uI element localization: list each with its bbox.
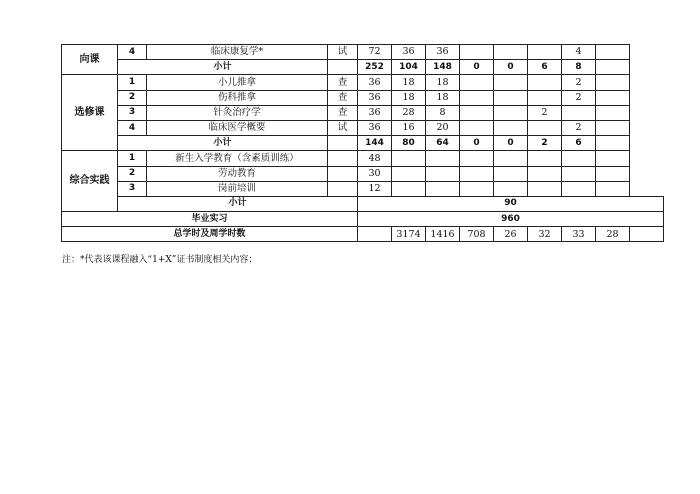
value-cell	[528, 120, 562, 135]
value-cell: 18	[392, 90, 426, 105]
exam-type-cell: 查	[328, 90, 358, 105]
table-row	[62, 105, 664, 120]
value-cell	[494, 105, 528, 120]
course-name-cell: 新生入学教育（含素质训练）	[147, 151, 328, 166]
value-cell: 3174	[392, 227, 426, 242]
value-cell	[528, 75, 562, 90]
value-cell	[528, 181, 562, 196]
value-cell: 252	[358, 60, 392, 75]
exam-type-cell: 查	[328, 75, 358, 90]
value-cell	[596, 75, 630, 90]
value-cell: 4	[562, 45, 596, 60]
value-cell	[460, 105, 494, 120]
value-cell	[596, 151, 630, 166]
value-cell	[596, 120, 630, 135]
value-cell	[460, 45, 494, 60]
table-row	[62, 90, 664, 105]
subtotal-value-cell: 90	[358, 196, 664, 211]
value-cell: 36	[358, 120, 392, 135]
value-cell: 2	[562, 90, 596, 105]
value-cell: 2	[562, 75, 596, 90]
value-cell	[460, 120, 494, 135]
direction-group-label: 向课	[62, 45, 118, 75]
value-cell	[494, 151, 528, 166]
value-cell	[460, 75, 494, 90]
table-row	[62, 45, 664, 60]
value-cell: 18	[392, 75, 426, 90]
value-cell: 28	[392, 105, 426, 120]
practice-subtotal-row	[62, 196, 664, 211]
value-cell	[426, 181, 460, 196]
exam-type-cell: 试	[328, 120, 358, 135]
value-cell: 0	[460, 60, 494, 75]
value-cell: 33	[562, 227, 596, 242]
value-cell: 36	[426, 45, 460, 60]
value-cell: 36	[358, 90, 392, 105]
hours-cell: 12	[358, 181, 392, 196]
exam-type-cell	[328, 166, 358, 181]
value-cell	[528, 45, 562, 60]
value-cell: 36	[358, 75, 392, 90]
value-cell	[494, 75, 528, 90]
value-cell: 20	[426, 120, 460, 135]
table-row	[62, 181, 664, 196]
course-name-cell: 临床康复学*	[147, 45, 328, 60]
value-cell	[562, 181, 596, 196]
value-cell: 80	[392, 136, 426, 151]
value-cell: 6	[528, 60, 562, 75]
table-row	[62, 166, 664, 181]
table-body	[62, 45, 664, 242]
course-name-cell: 劳动教育	[147, 166, 328, 181]
value-cell	[392, 166, 426, 181]
value-cell: 8	[426, 105, 460, 120]
value-cell	[426, 166, 460, 181]
value-cell: 18	[426, 75, 460, 90]
value-cell: 2	[562, 120, 596, 135]
value-cell	[596, 166, 630, 181]
exam-type-cell: 查	[328, 105, 358, 120]
value-cell: 104	[392, 60, 426, 75]
row-number-cell: 2	[118, 166, 147, 181]
internship-value-cell: 960	[358, 212, 664, 227]
course-name-cell: 临床医学概要	[147, 120, 328, 135]
value-cell	[596, 136, 630, 151]
row-number-cell: 1	[118, 75, 147, 90]
table-row	[62, 120, 664, 135]
value-cell: 32	[528, 227, 562, 242]
value-cell	[528, 166, 562, 181]
value-cell	[562, 151, 596, 166]
subtotal-label-cell: 小计	[118, 60, 328, 75]
value-cell: 1416	[426, 227, 460, 242]
exam-type-cell	[328, 60, 358, 75]
value-cell: 28	[596, 227, 630, 242]
row-number-cell: 4	[118, 45, 147, 60]
value-cell	[596, 90, 630, 105]
value-cell	[596, 45, 630, 60]
value-cell	[494, 120, 528, 135]
value-cell: 72	[358, 45, 392, 60]
value-cell	[596, 60, 630, 75]
course-name-cell: 岗前培训	[147, 181, 328, 196]
value-cell	[392, 151, 426, 166]
value-cell	[494, 90, 528, 105]
value-cell	[562, 105, 596, 120]
subtotal-label-cell: 小计	[118, 136, 328, 151]
value-cell: 6	[562, 136, 596, 151]
value-cell	[562, 166, 596, 181]
value-cell	[460, 181, 494, 196]
value-cell: 148	[426, 60, 460, 75]
totals-row	[62, 227, 664, 242]
internship-label-cell: 毕业实习	[62, 212, 358, 227]
value-cell: 144	[358, 136, 392, 151]
value-cell: 2	[528, 136, 562, 151]
subtotal-label-cell: 小计	[118, 196, 358, 211]
value-cell	[596, 105, 630, 120]
exam-type-cell	[328, 136, 358, 151]
value-cell	[630, 227, 664, 242]
curriculum-table	[61, 44, 664, 242]
totals-label-cell: 总学时及周学时数	[62, 227, 358, 242]
value-cell: 36	[358, 105, 392, 120]
table-row	[62, 75, 664, 90]
value-cell	[460, 151, 494, 166]
value-cell: 36	[392, 45, 426, 60]
row-number-cell: 2	[118, 90, 147, 105]
hours-cell: 30	[358, 166, 392, 181]
value-cell	[494, 45, 528, 60]
value-cell	[528, 151, 562, 166]
row-number-cell: 3	[118, 105, 147, 120]
elective-group-label: 选修课	[62, 75, 118, 151]
value-cell: 18	[426, 90, 460, 105]
value-cell: 0	[494, 136, 528, 151]
exam-type-cell	[328, 151, 358, 166]
row-number-cell: 3	[118, 181, 147, 196]
empty-cell	[358, 227, 392, 242]
value-cell	[426, 151, 460, 166]
value-cell: 2	[528, 105, 562, 120]
direction-subtotal-row	[62, 60, 664, 75]
table-row	[62, 151, 664, 166]
elective-subtotal-row	[62, 136, 664, 151]
value-cell	[494, 181, 528, 196]
value-cell	[460, 90, 494, 105]
value-cell	[596, 181, 630, 196]
exam-type-cell: 试	[328, 45, 358, 60]
value-cell: 64	[426, 136, 460, 151]
course-name-cell: 针灸治疗学	[147, 105, 328, 120]
practice-group-label: 综合实践	[62, 151, 118, 212]
row-number-cell: 4	[118, 120, 147, 135]
value-cell: 0	[460, 136, 494, 151]
value-cell: 26	[494, 227, 528, 242]
row-number-cell: 1	[118, 151, 147, 166]
value-cell: 0	[494, 60, 528, 75]
footnote: 注：*代表该课程融入“1+X”证书制度相关内容；	[62, 255, 258, 265]
hours-cell: 48	[358, 151, 392, 166]
value-cell	[460, 166, 494, 181]
value-cell: 16	[392, 120, 426, 135]
exam-type-cell	[328, 181, 358, 196]
value-cell: 708	[460, 227, 494, 242]
internship-row	[62, 212, 664, 227]
value-cell	[494, 166, 528, 181]
value-cell	[528, 90, 562, 105]
course-name-cell: 小儿推拿	[147, 75, 328, 90]
value-cell	[392, 181, 426, 196]
value-cell: 8	[562, 60, 596, 75]
course-name-cell: 伤科推拿	[147, 90, 328, 105]
